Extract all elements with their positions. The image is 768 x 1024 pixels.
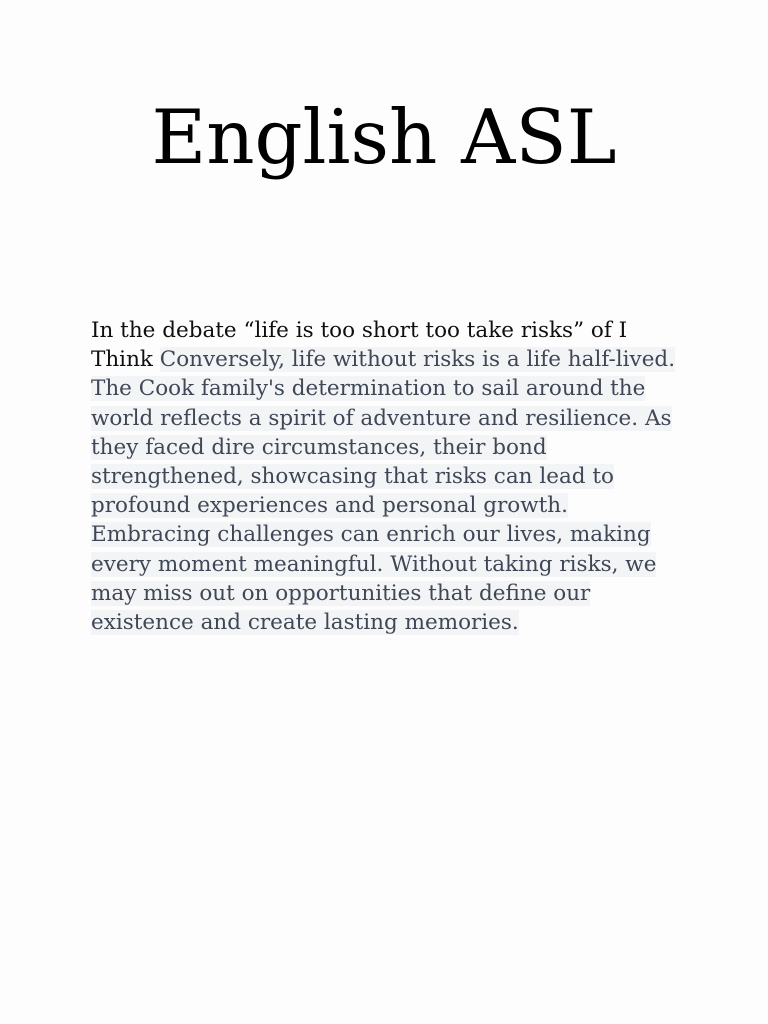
- body-paragraph: [91, 316, 681, 637]
- paragraph-intro-text: In the debate “life is too short too take risks” of I Think: [91, 318, 628, 373]
- document-title: English ASL: [151, 93, 617, 181]
- paragraph-highlighted-text: Conversely, life without risks is a life half-lived. The Cook family's determination to sail around the world reflects a spirit of adventure and resilience. As they faced dire circumstances, their bond strengthened, showcasing that risks can lead to profound experiences and personal growth. Embracing challenges can enrich our lives, making every moment meaningful. Without taking risks, we may miss out on opportunities that define our existence and create lasting memories.: [91, 347, 676, 636]
